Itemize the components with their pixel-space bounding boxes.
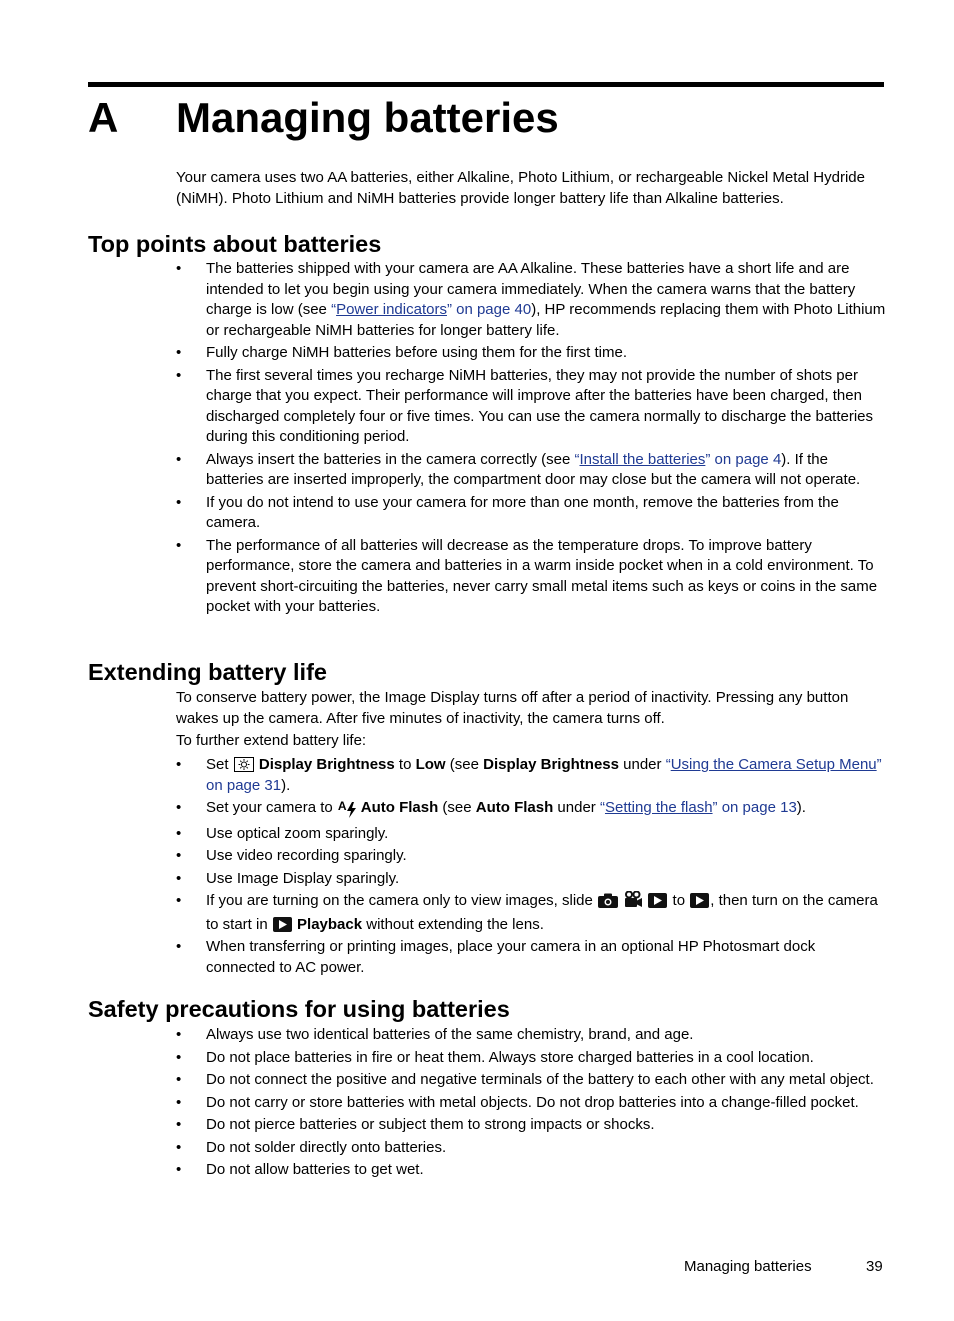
section-heading-top-points: Top points about batteries (88, 231, 382, 257)
intro-paragraph: Your camera uses two AA batteries, either Alkaline, Photo Lithium, or rechargeable Nickel Metal Hydride (NiMH). Photo Lithium and NiMH batteries provide longer battery life than Alkaline batteries. (176, 169, 865, 207)
camera-mode-icon (598, 893, 618, 915)
bullet: • (176, 1138, 182, 1156)
video-mode-icon (624, 891, 642, 915)
bullet: • (176, 756, 182, 773)
bullet: • (176, 824, 182, 842)
bullet: • (176, 260, 182, 277)
section-heading-extending: Extending battery life (88, 659, 327, 685)
top-points-list (176, 259, 886, 620)
list-item: • If you are turning on the camera only to view images, slide to , then turn on the camera to start in Playback without extending the lens. (176, 892, 878, 933)
display-brightness-icon (234, 757, 254, 772)
bullet: • (176, 536, 182, 554)
link-power-indicators[interactable]: Power indicators” on page 40 (336, 301, 532, 318)
page-number: 39 (866, 1258, 883, 1275)
list-item: • Use Image Display sparingly. (176, 869, 886, 890)
list-item: • Do not pierce batteries or subject them to strong impacts or shocks. (176, 1115, 886, 1136)
list-item: • The batteries shipped with your camera are AA Alkaline. These batteries have a short life and are intended to let you begin using your camera immediately. When the camera warns that the battery charge is low (see “Power indicators” on page 40), HP recommends replacing them with Photo Lithium or rechargeable NiMH batteries for longer battery life. (176, 260, 886, 339)
extending-list (176, 755, 886, 980)
bullet: • (176, 493, 182, 511)
footer-label: Managing batteries (684, 1258, 812, 1275)
bullet: • (176, 1161, 182, 1178)
link-setting-flash[interactable]: Setting the flash” on page 13 (604, 799, 797, 816)
list-item: • Use optical zoom sparingly. (176, 824, 886, 845)
bullet: • (176, 892, 182, 909)
extending-lead: To further extend battery life: (176, 732, 367, 749)
extending-paragraph: To conserve battery power, the Image Display turns off after a period of inactivity. Pressing any button wakes up the camera. After five minutes of inactivity, the camera turns off. (176, 689, 849, 727)
list-item: • Do not solder directly onto batteries. (176, 1138, 886, 1159)
list-item: • Do not carry or store batteries with metal objects. Do not drop batteries into a change-filled pocket. (176, 1093, 886, 1114)
list-item: • When transferring or printing images, place your camera in an optional HP Photosmart dock connected to AC power. (176, 938, 816, 976)
chapter-letter: A (88, 94, 119, 141)
list-item: • If you do not intend to use your camera for more than one month, remove the batteries from the camera. (176, 493, 839, 531)
chapter-heading (88, 92, 559, 144)
bullet: • (176, 1048, 182, 1066)
list-item: • Do not connect the positive and negative terminals of the battery to each other with any metal object. (176, 1070, 886, 1091)
link-install-batteries[interactable]: Install the batteries” on page 4 (579, 450, 782, 468)
bullet: • (176, 938, 182, 955)
playback-icon (690, 893, 709, 908)
list-item: • Set Display Brightness to Low (see Display Brightness under “Using the Camera Setup Menu” on page 31). (176, 756, 882, 794)
bullet: • (176, 450, 182, 468)
list-item: • Do not allow batteries to get wet. (176, 1160, 886, 1181)
list-item: • Always insert the batteries in the camera correctly (see “Install the batteries” on page 4). If the batteries are inserted improperly, the compartment door may close but the camera will not operate. (176, 450, 861, 488)
playback-icon (648, 893, 667, 908)
auto-flash-icon: A (338, 801, 356, 822)
bullet: • (176, 1071, 182, 1088)
chapter-title: Managing batteries (176, 94, 559, 141)
list-item: • Fully charge NiMH batteries before using them for the first time. (176, 343, 886, 364)
list-item: • Use video recording sparingly. (176, 846, 886, 867)
bullet: • (176, 1026, 182, 1043)
bullet: • (176, 869, 182, 887)
bullet: • (176, 1093, 182, 1111)
list-item: • The first several times you recharge NiMH batteries, they may not provide the number of shots per charge that you expect. Their performance will improve after the batteries have been charged, then discharged completely four or five times. You can use the camera normally to discharge the batteries during this conditioning period. (176, 366, 874, 445)
safety-list (176, 1025, 886, 1183)
chapter-rule (88, 82, 884, 87)
section-heading-safety: Safety precautions for using batteries (88, 996, 510, 1022)
list-item: • Set your camera to $^A$ Auto Flash (see Auto Flash under “Setting the flash” on page 13). (176, 798, 886, 822)
bullet: • (176, 344, 182, 361)
bullet: • (176, 366, 182, 384)
list-item: • The performance of all batteries will decrease as the temperature drops. To improve battery performance, store the camera and batteries in a warm inside pocket when in a cold environment. To prevent short-circuiting the batteries, never carry small metal items such as keys or coins in the same pocket with your batteries. (176, 536, 878, 615)
link-camera-setup-menu[interactable]: Using the Camera Setup Menu” on page 31 (206, 756, 882, 794)
bullet: • (176, 1116, 182, 1133)
list-item: • Always use two identical batteries of the same chemistry, brand, and age. (176, 1025, 886, 1046)
playback-icon (273, 917, 292, 932)
list-item: • Do not place batteries in fire or heat them. Always store charged batteries in a cool location. (176, 1048, 886, 1069)
bullet: • (176, 847, 182, 864)
bullet: • (176, 799, 182, 816)
